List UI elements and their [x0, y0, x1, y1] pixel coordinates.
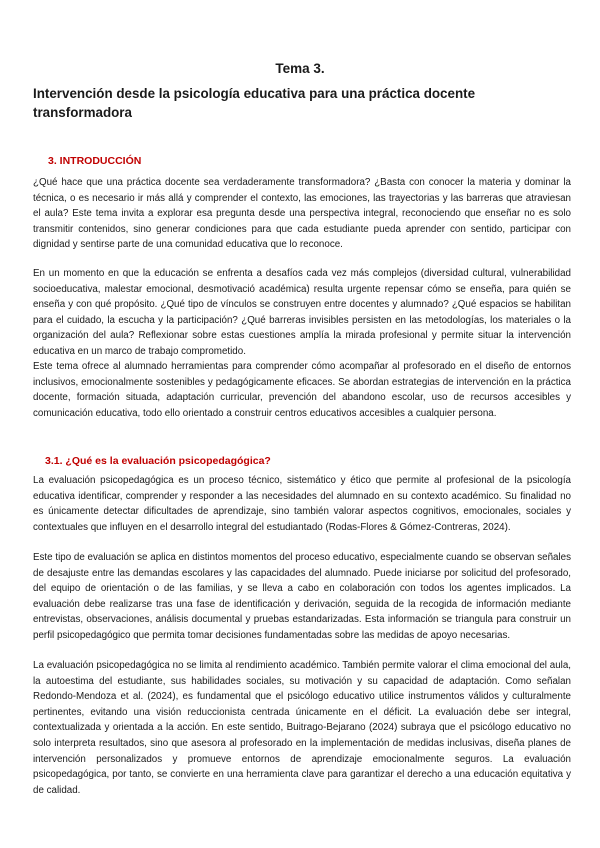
section-heading-introduccion: 3. INTRODUCCIÓN [48, 155, 142, 167]
section-heading-evaluacion: 3.1. ¿Qué es la evaluación psicopedagógica? [45, 455, 271, 467]
paragraph: ¿Qué hace que una práctica docente sea verdaderamente transformadora? ¿Basta con conocer la materia y dominar la técnica, o es necesario ir más allá y comprender el contexto, las emociones, las trayectorias y las barreras que atraviesan el aula? Este tema invita a explorar esa pregunta desde una perspectiva integral, reconociendo que enseñar no es solo transmitir contenidos, sino generar condiciones para que cada estudiante pueda aprender con sentido, participar con dignidad y sentirse parte de una comunidad educativa que lo reconoce. [33, 177, 571, 251]
paragraph: En un momento en que la educación se enfrenta a desafíos cada vez más complejos (diversidad cultural, vulnerabilidad socioeducativa, malestar emocional, desmotivació académica) resulta urgente repensar cómo se enseña, para quién se enseña y con qué propósito. ¿Qué tipo de vínculos se construyen entre docentes y alumnado? ¿Qué espacios se habilitan para el cuidado, la escucha y la participación? ¿Qué barreras invisibles persisten en las metodologías, los materiales o la organización del aula? Reflexionar sobre estas cuestiones amplía la mirada profesional y permite situar la intervención educativa en un marco de trabajo comprometido. [33, 268, 571, 357]
chapter-number: Tema 3. [275, 61, 325, 76]
paragraph: Este tema ofrece al alumnado herramientas para comprender cómo acompañar al profesorado en el diseño de entornos inclusivos, emocionalmente sostenibles y pedagógicamente eficaces. Se abordan estrategias de intervención en la práctica docente, formación situada, adaptación curricular, prevención del abandono escolar, uso de recursos accesibles y comunicación educativa, todo ello orientado a construir centros educativos accesibles a cualquier persona. [33, 361, 571, 419]
paragraph: Este tipo de evaluación se aplica en distintos momentos del proceso educativo, especialmente cuando se observan señales de desajuste entre las demandas escolares y las capacidades del alumnado. Puede iniciarse por solicitud del profesorado, del equipo de orientación o de las familias, y se lleva a cabo en colaboración con todos los agentes implicados. La evaluación debe realizarse tras una fase de identificación y derivación, seguida de la recogida de información mediante entrevistas, observaciones, análisis documental y pruebas estandarizadas. Esta información se triangula para construir un perfil psicopedagógico que permita tomar decisiones fundamentadas sobre las medidas de apoyo necesarias. [33, 552, 571, 641]
page-title: Intervención desde la psicología educativa para una práctica docente transformadora [33, 86, 476, 120]
paragraph: La evaluación psicopedagógica no se limita al rendimiento académico. También permite valorar el clima emocional del aula, la autoestima del estudiante, sus habilidades sociales, su motivación y su capacidad de adaptación. Como señalan Redondo-Mendoza et al. (2024), es fundamental que el psicólogo educativo utilice instrumentos válidos y culturalmente pertinentes, evitando una visión reduccionista centrada únicamente en el déficit. La evaluación debe ser integral, contextualizada y orientada a la acción. En este sentido, Buitrago-Bejarano (2024) subraya que el psicólogo educativo no solo interpreta resultados, sino que asesora al profesorado en la implementación de medidas inclusivas, diseña planes de intervención personalizados y promueve entornos de aprendizaje emocionalmente seguros. La evaluación psicopedagógica, por tanto, se convierte en una herramienta clave para garantizar el derecho a una educación equitativa y de calidad. [33, 660, 571, 796]
paragraph: La evaluación psicopedagógica es un proceso técnico, sistemático y ético que permite al profesional de la psicología educativa identificar, comprender y responder a las necesidades del alumnado en su contexto académico. Su finalidad no es únicamente detectar dificultades de aprendizaje, sino también valorar aspectos cognitivos, emocionales, sociales y contextuales que influyen en el desarrollo integral del estudiantado (Rodas-Flores & Gómez-Contreras, 2024). [33, 475, 571, 533]
